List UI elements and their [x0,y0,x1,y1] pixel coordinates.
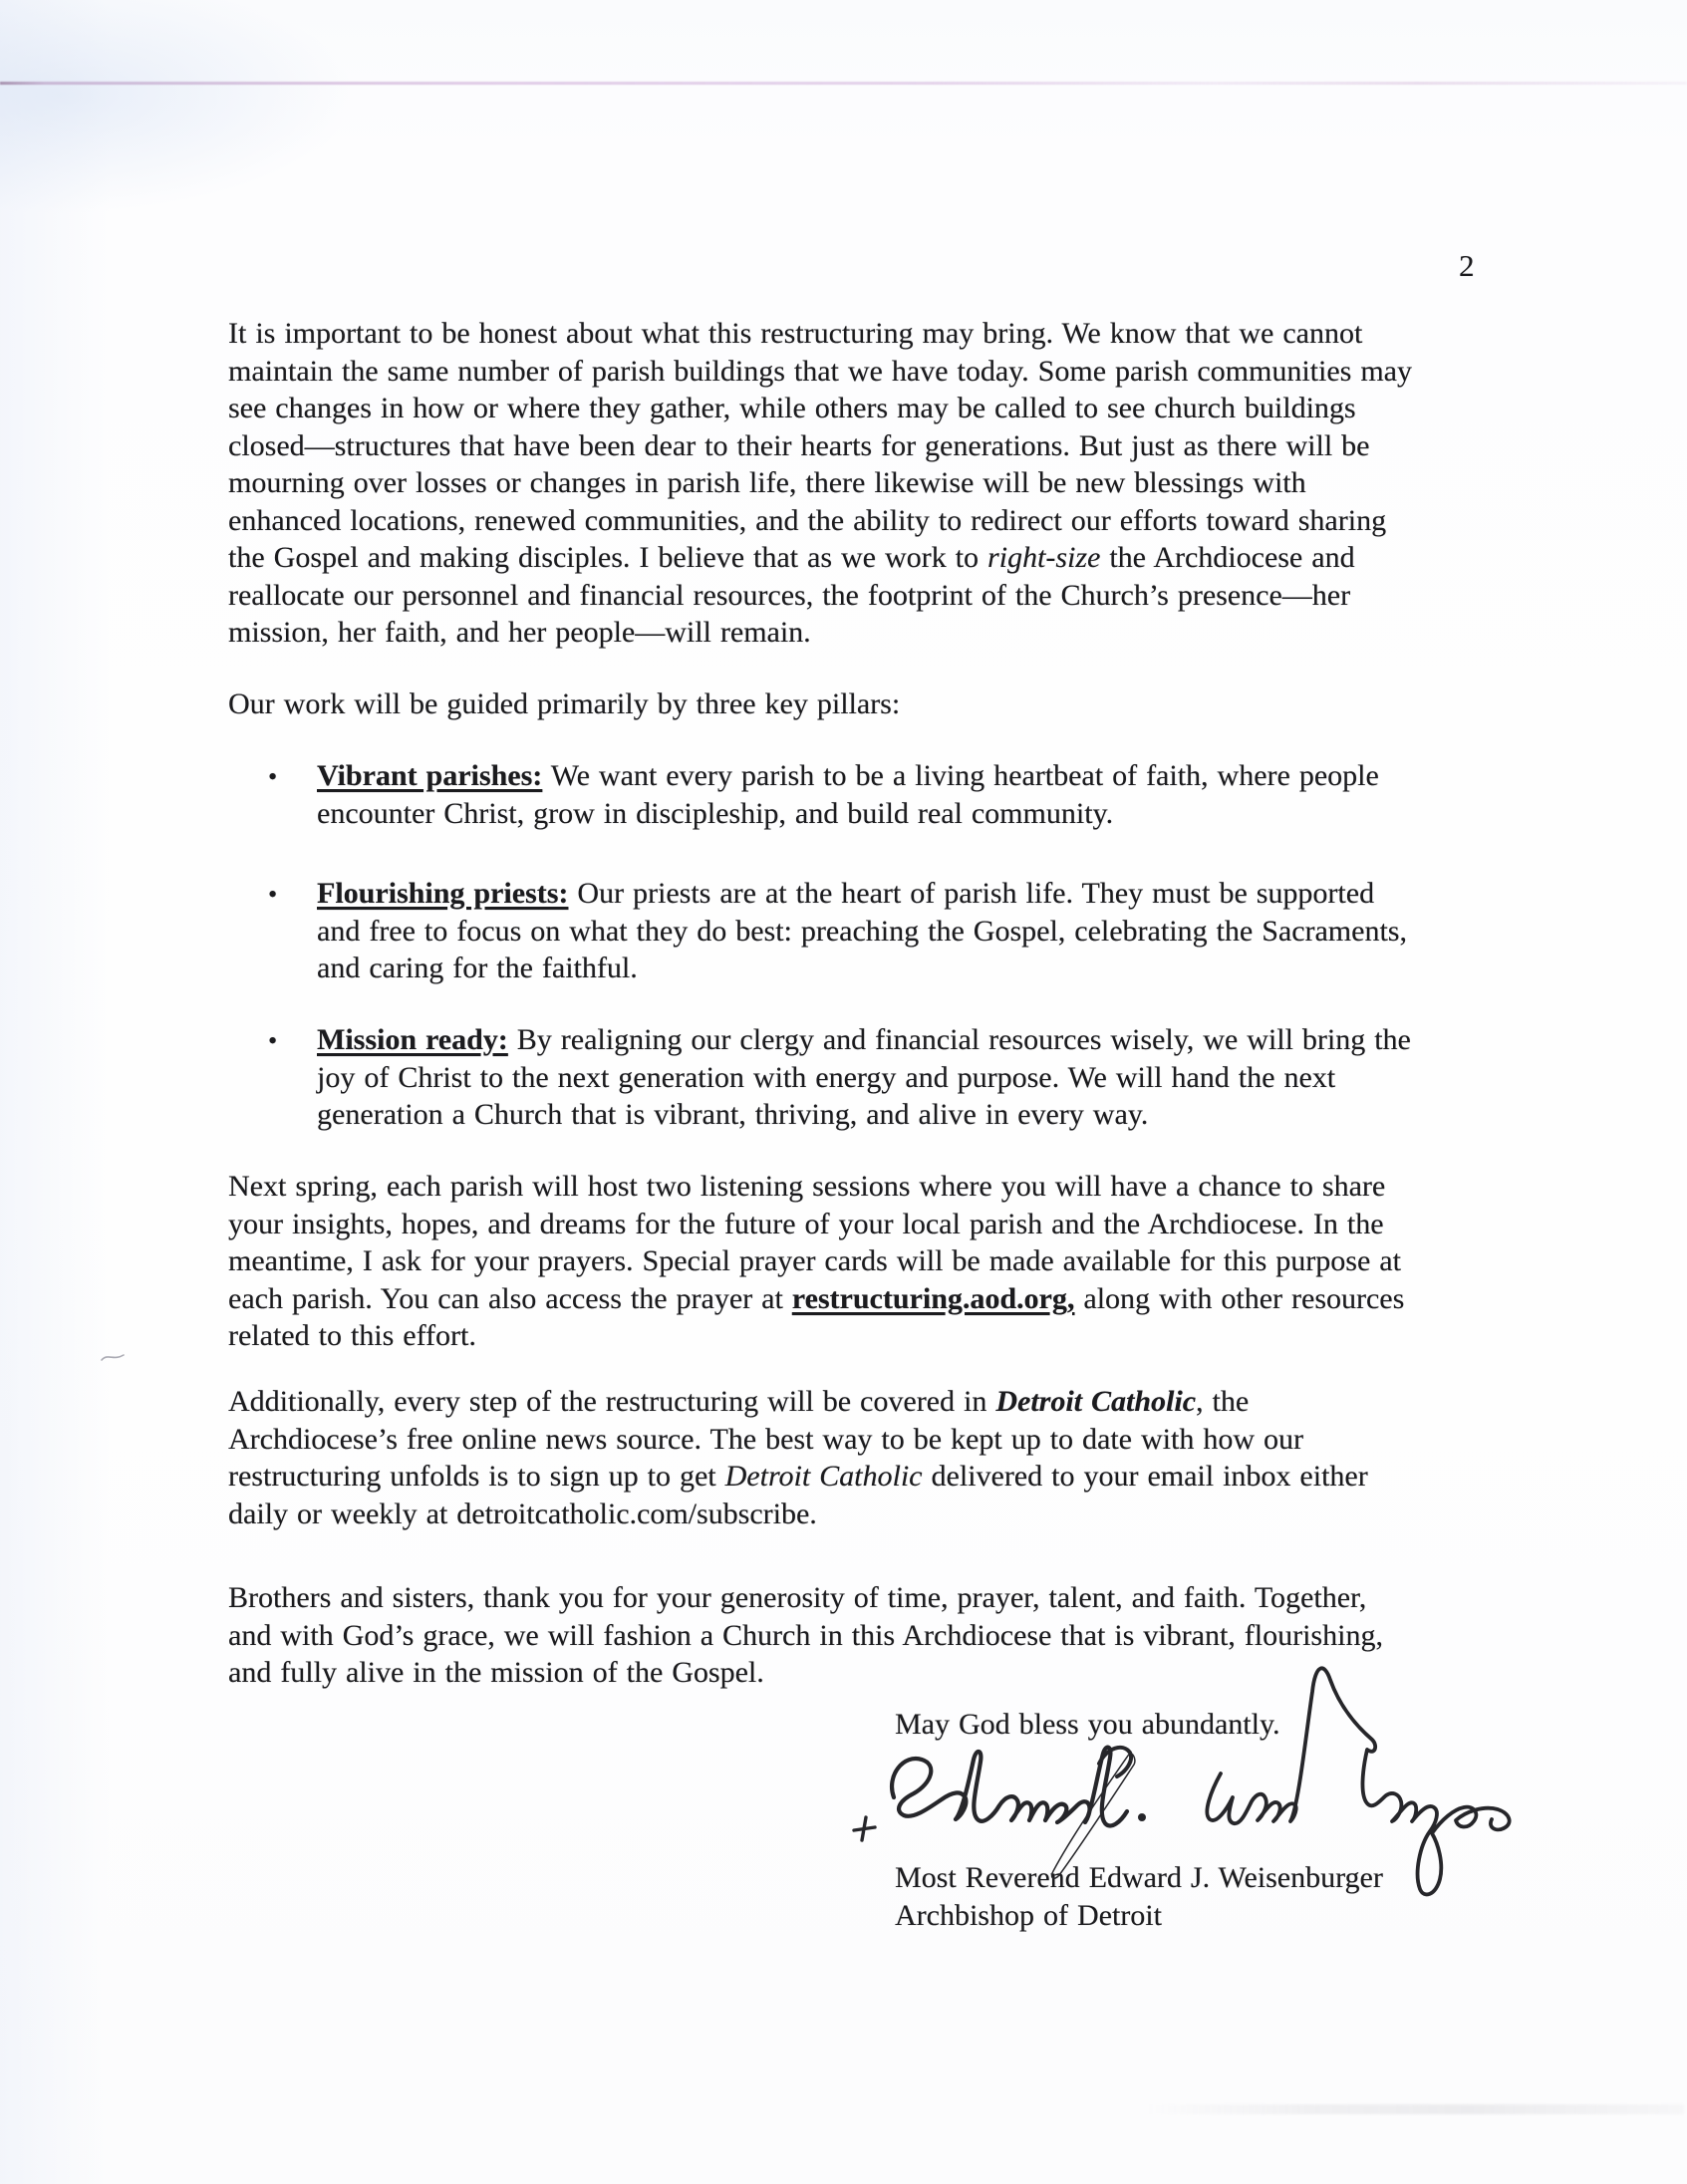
text-run: restructuring.aod.org, [791,1281,1075,1315]
text-run: Additionally, every step of the restructuring will be covered in [228,1385,996,1418]
text-run: generation a Church that is vibrant, thriving, and alive in every way. [317,1098,1149,1131]
text-run: Vibrant parishes: [317,759,543,792]
text-run: Next spring, each parish will host two listening sessions where you will have a chance to share [228,1170,1386,1203]
bullet-dot: • [268,1026,278,1055]
text-line [228,1206,1474,1243]
bullet-flourishing-priests [228,875,1474,987]
paragraph-listening-sessions [228,1168,1474,1355]
text-run: encounter Christ, grow in discipleship, and build real community. [317,796,1114,830]
text-line [317,1096,1474,1134]
scan-smudge-bottom [1146,2104,1684,2114]
handwritten-signature [850,1648,1538,1907]
text-run: your insights, hopes, and dreams for the future of your local parish and the Archdiocese. In the [228,1207,1384,1240]
bullet-dot: • [268,880,278,909]
scanner-streak-line [0,82,1687,85]
text-line [228,1458,1474,1496]
scan-squiggle-artifact [100,1351,128,1365]
text-run: and free to focus on what they do best: preaching the Gospel, celebrating the Sacraments, [317,914,1407,948]
text-run: , the [1196,1385,1250,1418]
text-run: the Gospel and making disciples. I believe that as we work to [228,541,987,574]
text-line [228,1168,1474,1206]
signature-initial-period [1138,1813,1146,1821]
text-line [228,577,1474,615]
text-line [317,913,1474,951]
page-number: 2 [1459,248,1475,283]
closing-line: May God bless you abundantly. [895,1708,1280,1741]
text-line [317,757,1474,795]
text-line [228,685,1474,723]
text-run: Detroit Catholic [995,1385,1197,1418]
signature-cross-icon [854,1817,875,1840]
text-line [228,1317,1474,1355]
text-line [317,875,1474,913]
text-run: and fully alive in the mission of the Gospel. [228,1656,764,1689]
bullet-vibrant-parishes [228,757,1474,832]
text-line [228,1421,1474,1459]
text-run: related to this effort. [228,1319,476,1352]
text-run: maintain the same number of parish buildings that we have today. Some parish communities may [228,354,1412,388]
text-line [228,427,1474,465]
text-run: delivered to your email inbox either [922,1460,1368,1493]
paragraph-detroit-catholic [228,1383,1474,1532]
text-line [228,614,1474,652]
text-run: mourning over losses or changes in parish life, there likewise will be new blessings with [228,466,1306,499]
text-line [317,1021,1474,1059]
text-line [228,464,1474,502]
signer-title-line: Archbishop of Detroit [895,1899,1162,1932]
signature-last-name-stroke [1207,1668,1509,1894]
text-run: reallocate our personnel and financial resources, the footprint of the Church’s presence—her [228,578,1351,612]
text-run: and with God’s grace, we will fashion a Church in this Archdiocese that is vibrant, flourishing, [228,1618,1383,1652]
text-line [228,502,1474,540]
text-line [317,1059,1474,1097]
paragraph-pillars-intro [228,685,1474,723]
text-run: see changes in how or where they gather, while others may be called to see church buildings [228,392,1356,424]
text-run: Detroit Catholic [724,1460,923,1493]
text-run: mission, her faith, and her people—will remain. [228,616,811,649]
bullet-dot: • [268,762,278,791]
signer-name-line: Most Reverend Edward J. Weisenburger [895,1861,1383,1894]
text-line [228,1579,1474,1617]
text-run: Our priests are at the heart of parish life. They must be supported [568,877,1375,910]
signature-first-name-stroke [892,1748,1127,1826]
text-line [228,390,1474,427]
text-run: Archdiocese’s free online news source. The best way to be kept up to date with how our [228,1422,1303,1456]
text-run: each parish. You can also access the prayer at [228,1281,792,1315]
text-run: Our work will be guided primarily by three key pillars: [228,687,901,720]
text-line [317,795,1474,833]
text-run: the Archdiocese and [1100,541,1355,574]
text-run: joy of Christ to the next generation with energy and purpose. We will hand the next [317,1060,1336,1094]
text-run: meantime, I ask for your prayers. Special prayer cards will be made available for this purpose at [228,1244,1401,1277]
text-run: Flourishing priests: [317,877,569,910]
text-run: along with other resources [1074,1281,1405,1315]
text-run: Mission ready: [317,1023,508,1056]
paragraph-restructuring-honesty [228,315,1474,652]
text-line [228,353,1474,391]
text-line [317,950,1474,987]
text-run: It is important to be honest about what this restructuring may bring. We know that we cannot [228,317,1363,350]
text-line [228,1496,1474,1533]
bullet-mission-ready [228,1021,1474,1134]
text-line [228,1383,1474,1421]
text-line [228,1242,1474,1280]
text-line [228,1280,1474,1318]
text-run: enhanced locations, renewed communities, and the ability to redirect our efforts toward sharing [228,503,1387,537]
text-run: closed—structures that have been dear to their hearts for generations. But just as there will be [228,428,1370,462]
text-line [228,539,1474,577]
text-run: restructuring unfolds is to sign up to get [228,1460,725,1493]
text-run: and caring for the faithful. [317,952,638,984]
text-line [228,315,1474,353]
text-run: By realigning our clergy and financial resources wisely, we will bring the [507,1023,1411,1056]
letter-body [228,315,1474,1692]
text-run: We want every parish to be a living heartbeat of faith, where people [542,759,1379,792]
text-run: Brothers and sisters, thank you for your generosity of time, prayer, talent, and faith. Together, [228,1581,1367,1614]
text-run: daily or weekly at detroitcatholic.com/subscribe. [228,1497,817,1530]
text-run: right-size [986,541,1101,574]
